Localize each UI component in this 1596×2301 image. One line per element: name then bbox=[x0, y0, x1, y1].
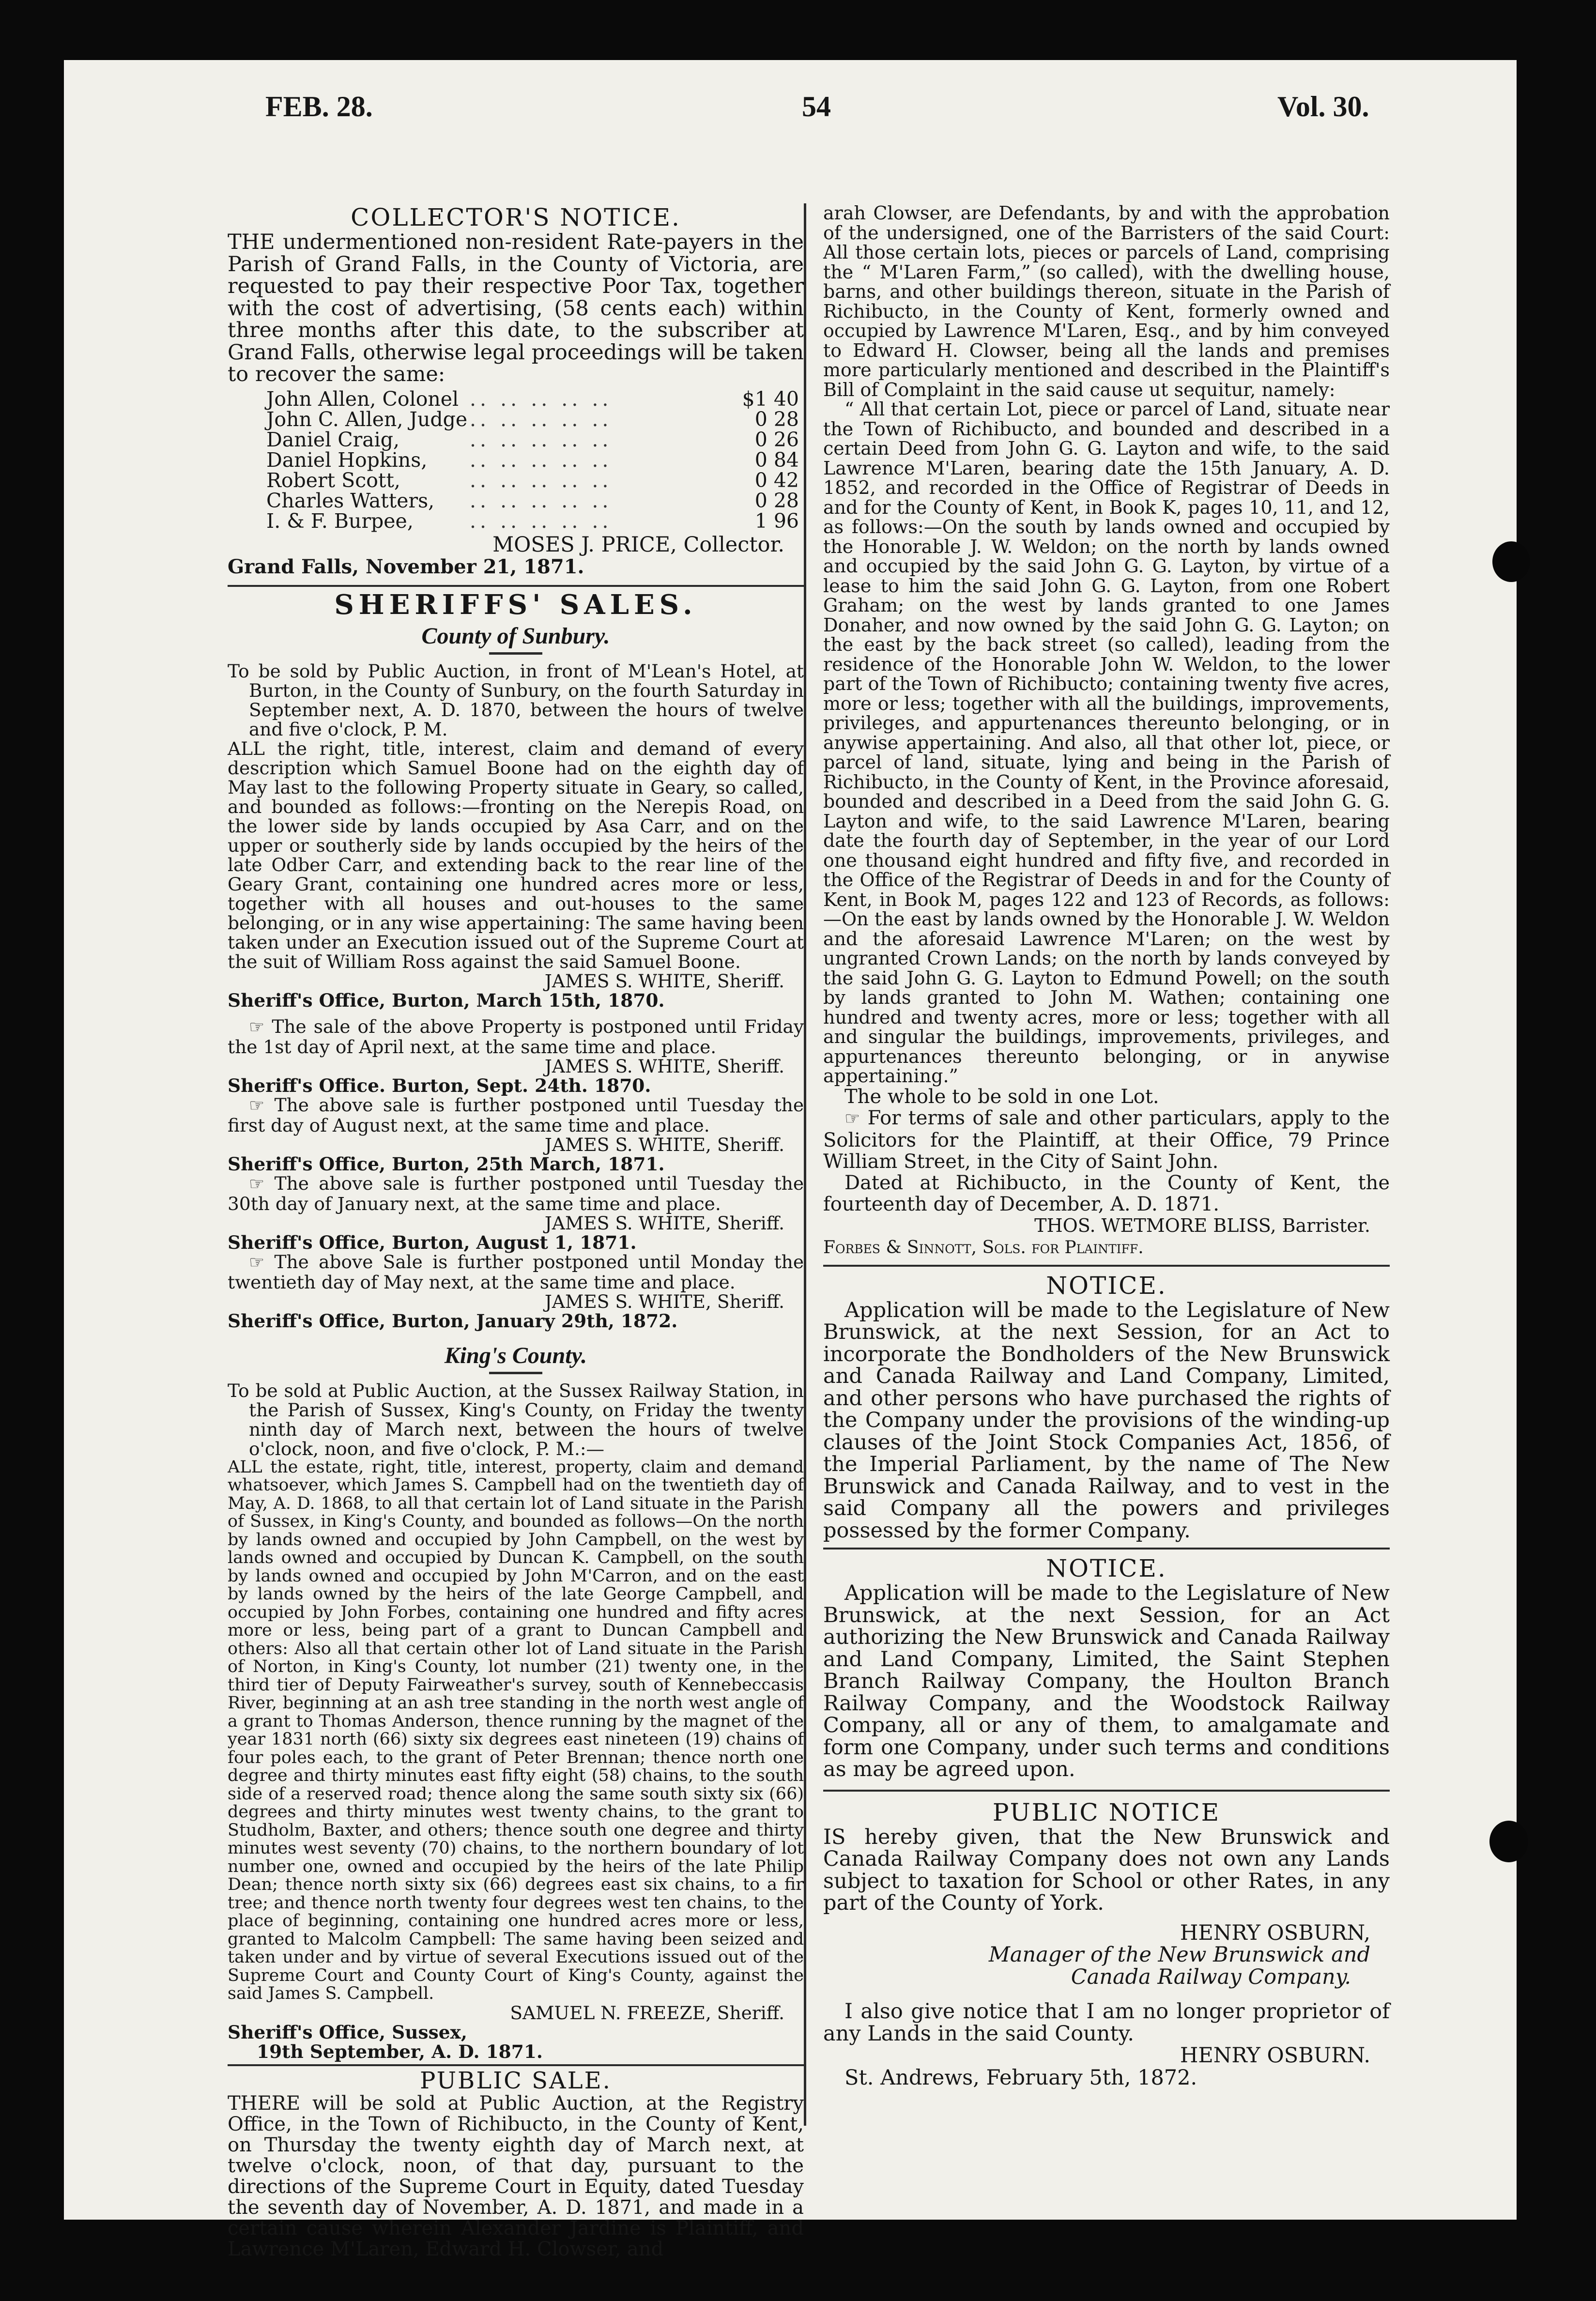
sheriff-office-date: Sheriff's Office, Burton, March 15th, 1870. bbox=[228, 989, 665, 1011]
volume-number: Vol. 30. bbox=[1277, 91, 1369, 123]
table-row: Daniel Hopkins, .. .. .. .. .. 0 84 bbox=[266, 448, 799, 472]
pointing-hand-icon: ☞ bbox=[249, 1095, 265, 1116]
public-sale-dated: Dated at Richibucto, in the County of Kent, the fourteenth day of December, A. D. 1871. bbox=[823, 1171, 1390, 1215]
pointing-hand-icon: ☞ bbox=[249, 1174, 265, 1194]
sunbury-sale-body: ALL the right, title, interest, claim and demand of every description which Samuel Boone had on the eighth day of May last to the following Property situate in Geary, so called, and bounded as follows:—fronting on the Nerepis Road, on the lower side by lands occupied by Asa Carr, and on the upper or southerly side by lands occupied by the heirs of the late Odber Carr, and extending back to the rear line of the Geary Grant, containing one hundred acres more or less, together with all houses and out-houses to the same belonging, or in any wise appertaining: The same having been taken under an Execution issued out of the Supreme Court at the suit of William Ross against the said Samuel Boone. bbox=[228, 737, 804, 972]
sheriff-signature: JAMES S. WHITE, Sheriff. bbox=[544, 970, 784, 992]
public-notice-body-2: I also give notice that I am no longer proprietor of any Lands in the said County. bbox=[823, 1999, 1390, 2046]
sheriffs-sales-title: SHERIFFS' SALES. bbox=[334, 588, 697, 621]
public-notice-body: IS hereby given, that the New Brunswick and Canada Railway Company does not own any Lands subject to taxation for School or other Rates, in any part of the County of York. bbox=[823, 1825, 1390, 1915]
table-row: Charles Watters, .. .. .. .. .. 0 28 bbox=[266, 489, 799, 512]
postponement-notice: ☞ The above Sale is further postponed until Monday the twentieth day of May next, at the same time and place. bbox=[228, 1251, 804, 1293]
postponement-notice: ☞ The above sale is further postponed until Tuesday the 30th day of January next, at the same time and place. bbox=[228, 1172, 804, 1214]
postponement-notice: ☞ The sale of the above Property is postponed until Friday the 1st day of April next, at the same time and place. bbox=[228, 1015, 804, 1058]
section-rule bbox=[823, 1548, 1390, 1549]
public-sale-deed-quote: “ All that certain Lot, piece or parcel of Land, situate near the Town of Richibucto, and bounded and described in a certain Deed from John G. G. Layton and wife, to the said Lawrence M'Laren, bearing date the 15th January, A. D. 1852, and recorded in the Office of Registrar of Deeds in and for the County of Kent, in Book K, pages 10, 11, and 12, as follows:—On the south by lands owned and occupied by the Honorable J. W. Weldon; on the north by lands owned and occupied by the said John G. G. Layton, by virtue of a lease to him the said John G. G. Layton, from one Robert Graham; on the west by lands granted to one James Donaher, and now owned by the said John G. G. Layton; on the east by the back street (so called), leading from the residence of the Honorable John W. Weldon, to the lower part of the Town of Richibucto; containing twenty five acres, more or less; together with all the buildings, improvements, privileges, and appurtenances thereunto belonging, or in anywise appertaining. And also, all that other lot, piece, or parcel of land, situate, lying and being in the Parish of Richibucto, in the County of Kent, in the Province aforesaid, bounded and described in a Deed from the said John G. G. Layton and wife, to the said Lawrence M'Laren, bearing date the fourth day of September, in the year of our Lord one thousand eight hundred and fifty five, and recorded in the Office of the Registrar of Deeds in and for the County of Kent, in Book M, pages 122 and 123 of Records, as follows:—On the east by lands owned by the Honorable J. W. Weldon and the aforesaid Lawrence M'Laren; on the west by ungranted Crown Lands; on the north by lands conveyed by the said John G. G. Layton to Edmund Powell; on the south by lands granted to John M. Wathen; containing one hundred and twenty acres, more or less; together with all and singular the buildings, improvements, privileges, and appurtenances thereunto belonging, or in anywise appertaining.” bbox=[823, 399, 1390, 1087]
sheriff-office-date: Sheriff's Office, Burton, 25th March, 1871. bbox=[228, 1153, 665, 1175]
sheriff-signature: JAMES S. WHITE, Sheriff. bbox=[544, 1212, 784, 1234]
pointing-hand-icon: ☞ bbox=[844, 1108, 860, 1129]
kings-sale-body: ALL the estate, right, title, interest, property, claim and demand whatsoever, which James S. Campbell had on the twentieth day of May, A. D. 1868, to all that certain lot of Land situate in the Parish of Sussex, in King's County, and bounded as follows—On the north by lands owned and occupied by John Campbell, on the west by lands owned and occupied by Duncan K. Campbell, on the south by lands owned and occupied by John M'Carron, and on the east by lands owned by the heirs of the late George Campbell, and occupied by John Forbes, containing one hundred and fifty acres more or less, being part of a grant to Duncan Campbell and others: Also all that certain other lot of Land situate in the Parish of Norton, in King's County, lot number (21) twenty one, in the third tier of Deputy Fairweather's survey, south of Kennebeccasis River, beginning at an ash tree standing in the north west angle of a grant to Thomas Anderson, thence running by the magnet of the year 1831 north (66) sixty six degrees east nineteen (19) chains of four poles each, to the grant of Peter Brennan; thence north one degree and thirty minutes east fifty eight (58) chains, to the south side of a reserved road; thence along the same south sixty six (66) degrees and thirty minutes west twenty chains, to the grant to Studholm, Baxter, and others; thence south one degree and thirty minutes west seventy (70) chains, to the northern boundary of lot number one, owned and occupied by the heirs of the late Philip Dean; thence north sixty six (66) degrees east six chains, to a fir tree; and thence north twenty four degrees west ten chains, to the place of beginning, containing one hundred acres more or less, granted to Malcolm Campbell: The same having been seized and taken under and by virtue of several Executions issued out of the Supreme Court and County Court of King's County, against the said James S. Campbell. bbox=[228, 1457, 804, 2003]
section-rule bbox=[823, 1265, 1390, 1267]
solicitors-line: Forbes & Sinnott, Sols. for Plaintiff. bbox=[823, 1238, 1144, 1258]
osburn-role: Canada Railway Company. bbox=[1071, 1964, 1351, 1989]
sheriff-signature: JAMES S. WHITE, Sheriff. bbox=[544, 1055, 784, 1077]
sheriff-office-date: 19th September, A. D. 1871. bbox=[257, 2040, 543, 2062]
kings-sale-intro: To be sold at Public Auction, at the Sussex Railway Station, in the Parish of Sussex, King's County, on Friday the twenty ninth day of March next, between the hours of twelve o'clock, noon, and five o'clock, P. M.:— bbox=[228, 1380, 804, 1459]
public-sale-title: PUBLIC SALE. bbox=[420, 2067, 612, 2094]
pointing-hand-icon: ☞ bbox=[249, 1252, 265, 1273]
section-rule bbox=[228, 2064, 804, 2066]
notice-body: Application will be made to the Legislature of New Brunswick, at the next Session, for an Act authorizing the New Brunswick and Canada Railway and Land Company, Limited, the Saint Stephen Branch Railway Company, the Houlton Branch Railway Company, and the Woodstock Railway Company, all or any of them, to amalgamate and form one Company, under such terms and conditions as may be agreed upon. bbox=[823, 1581, 1390, 1781]
section-rule bbox=[823, 1790, 1390, 1792]
left-column bbox=[228, 203, 804, 2260]
notice-body: Application will be made to the Legislature of New Brunswick, at the next Session, for an Act to incorporate the Bondholders of the New Brunswick and Canada Railway and Land Company, Limited, and other persons who have purchased the rights of the Company under the provisions of the winding-up clauses of the Joint Stock Companies Act, 1856, of the Imperial Parliament, by the name of The New Brunswick and Canada Railway, and to vest in the said Company all the powers and privileges possessed by the former Company. bbox=[823, 1298, 1390, 1543]
public-sale-body: THERE will be sold at Public Auction, at the Registry Office, in the Town of Richibucto, in the County of Kent, on Thursday the twenty eighth day of March next, at twelve o'clock, noon, of that day, pursuant to the directions of the Supreme Court in Equity, dated Tuesday the seventh day of November, A. D. 1871, and made in a certain cause wherein Alexander Jardine is Plaintiff, and Lawrence M'Laren, Edward H. Clowser, and bbox=[228, 2092, 804, 2260]
collector-dateline: Grand Falls, November 21, 1871. bbox=[228, 555, 584, 578]
collector-notice-body: THE undermentioned non-resident Rate-payers in the Parish of Grand Falls, in the County of Victoria, are requested to pay their respective Poor Tax, together with the cost of advertising, (58 cents each) within three months after this date, to the subscriber at Grand Falls, otherwise legal proceedings will be taken to recover the same: bbox=[228, 230, 804, 386]
notice-title: NOTICE. bbox=[1046, 1554, 1167, 1582]
heading-underline bbox=[489, 1372, 542, 1374]
heading-underline bbox=[489, 652, 542, 655]
notice-title: NOTICE. bbox=[1046, 1271, 1167, 1300]
kings-county-heading: King's County. bbox=[444, 1342, 587, 1368]
sheriff-office-date: Sheriff's Office. Burton, Sept. 24th. 1870. bbox=[228, 1074, 651, 1096]
sheriff-office-date: Sheriff's Office, Burton, January 29th, 1872. bbox=[228, 1310, 678, 1332]
osburn-signature: HENRY OSBURN, bbox=[1180, 1920, 1370, 1945]
county-sunbury-heading: County of Sunbury. bbox=[421, 623, 610, 649]
rate-payers-table bbox=[266, 389, 799, 531]
sheriff-office-date: Sheriff's Office, Burton, August 1, 1871. bbox=[228, 1231, 637, 1253]
table-row: Robert Scott, .. .. .. .. .. 0 42 bbox=[266, 468, 799, 492]
sheriff-signature: JAMES S. WHITE, Sheriff. bbox=[544, 1134, 784, 1155]
collector-notice-title: COLLECTOR'S NOTICE. bbox=[351, 203, 681, 231]
issue-date: FEB. 28. bbox=[265, 91, 373, 123]
pointing-hand-icon: ☞ bbox=[249, 1017, 265, 1037]
sunbury-sale-intro: To be sold by Public Auction, in front of M'Lean's Hotel, at Burton, in the County of Sunbury, on the fourth Saturday in September next, A. D. 1870, between the hours of twelve and five o'clock, P. M. bbox=[228, 660, 804, 740]
public-notice-title: PUBLIC NOTICE bbox=[992, 1798, 1221, 1826]
binding-hole bbox=[1489, 1821, 1528, 1862]
page-number: 54 bbox=[802, 91, 831, 123]
osburn-role: Manager of the New Brunswick and bbox=[988, 1943, 1370, 1967]
column-divider bbox=[804, 203, 806, 2126]
table-row: I. & F. Burpee, .. .. .. .. .. 1 96 bbox=[266, 509, 799, 533]
sheriff-office: Sheriff's Office, Sussex, bbox=[228, 2021, 467, 2043]
table-row: John C. Allen, Judge .. .. .. .. .. 0 28 bbox=[266, 407, 799, 431]
osburn-signature-2: HENRY OSBURN. bbox=[1180, 2043, 1370, 2068]
table-row: John Allen, Colonel .. .. .. .. .. $1 40 bbox=[266, 387, 799, 411]
barrister-signature: THOS. WETMORE BLISS, Barrister. bbox=[1034, 1214, 1370, 1236]
collector-signature: MOSES J. PRICE, Collector. bbox=[492, 532, 784, 557]
postponement-notice: ☞ The above sale is further postponed until Tuesday the first day of August next, at the same time and place. bbox=[228, 1094, 804, 1136]
public-sale-continued: arah Clowser, are Defendants, by and with the approbation of the undersigned, one of the Barristers of the said Court: All those certain lots, pieces or parcels of Land, comprising the “ M'Laren Farm,” (so called), with the dwelling house, barns, and other buildings thereon, situate in the Parish of Richibucto, in the County of Kent, formerly owned and occupied by Lawrence M'Laren, Esq., and by him conveyed to Edward H. Clowser, being all the lands and premises more particularly mentioned and described in the Plaintiff's Bill of Complaint in the said cause ut sequitur, namely: bbox=[823, 202, 1390, 400]
public-sale-one-lot: The whole to be sold in one Lot. bbox=[844, 1085, 1159, 1108]
sheriff-signature: SAMUEL N. FREEZE, Sheriff. bbox=[510, 2002, 784, 2024]
table-row: Daniel Craig, .. .. .. .. .. 0 26 bbox=[266, 428, 799, 451]
binding-hole bbox=[1492, 541, 1530, 582]
sheriff-signature: JAMES S. WHITE, Sheriff. bbox=[544, 1290, 784, 1312]
right-column bbox=[823, 203, 1390, 2089]
public-notice-dateline: St. Andrews, February 5th, 1872. bbox=[844, 2065, 1197, 2090]
section-rule bbox=[228, 585, 804, 587]
public-sale-terms: ☞ For terms of sale and other particulars, apply to the Solicitors for the Plaintiff, at their Office, 79 Prince William Street, in the City of Saint John. bbox=[823, 1106, 1390, 1173]
